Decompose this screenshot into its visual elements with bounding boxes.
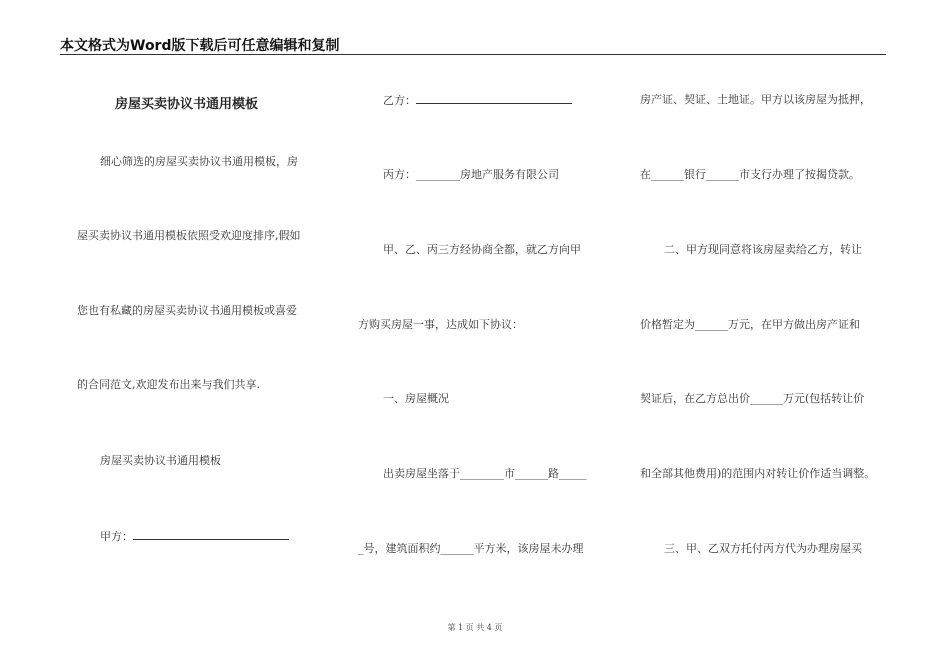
- section-heading: 二、甲方现同意将该房屋卖给乙方，转让: [664, 243, 862, 256]
- paragraph-line: 细心筛选的房屋买卖协议书通用模板，房: [100, 155, 298, 168]
- party-b-blank: [416, 93, 572, 104]
- section-heading: 一、房屋概况: [383, 392, 449, 405]
- paragraph-line: 屋买卖协议书通用模板依照受欢迎度排序,假如: [77, 229, 301, 242]
- party-c-line: 丙方：________房地产服务有限公司: [383, 168, 559, 181]
- paragraph-line: 契证后，在乙方总出价______万元(包括转让价: [640, 392, 865, 405]
- party-b-label: 乙方：: [383, 94, 416, 107]
- party-b-line: [383, 93, 572, 108]
- document-title: 房屋买卖协议书通用模板: [115, 97, 259, 112]
- paragraph-line: 在______银行______市支行办理了按揭贷款。: [640, 168, 860, 181]
- paragraph-line: 甲、乙、丙三方经协商全都，就乙方向甲: [383, 243, 581, 256]
- header-title: 本文格式为Word版下载后可任意编辑和复制: [60, 38, 340, 54]
- page-header: [60, 34, 886, 55]
- party-a-blank: [133, 529, 289, 540]
- page-number: 第 1 页 共 4 页: [447, 623, 503, 632]
- section-heading: 三、甲、乙双方托付丙方代为办理房屋买: [664, 542, 862, 555]
- paragraph-line: 价格暂定为______万元，在甲方做出房产证和: [640, 318, 860, 331]
- paragraph-line: 出卖房屋坐落于________市______路_____: [383, 467, 587, 480]
- paragraph-line: 的合同范文,欢迎发布出来与我们共享.: [77, 378, 260, 391]
- paragraph-line: _号，建筑面积约______平方米，该房屋未办理: [358, 542, 584, 555]
- party-a-label: 甲方：: [100, 530, 133, 543]
- paragraph-line: 房产证、契证、土地证。甲方以该房屋为抵押，: [640, 93, 871, 106]
- paragraph-line: 和全部其他费用)的范围内对转让价作适当调整。: [640, 467, 876, 480]
- paragraph-line: 您也有私藏的房屋买卖协议书通用模板或喜爱: [77, 304, 297, 317]
- party-a-line: [100, 529, 289, 544]
- paragraph-line: 方购买房屋一事，达成如下协议：: [358, 318, 523, 331]
- paragraph-line: 房屋买卖协议书通用模板: [100, 454, 221, 467]
